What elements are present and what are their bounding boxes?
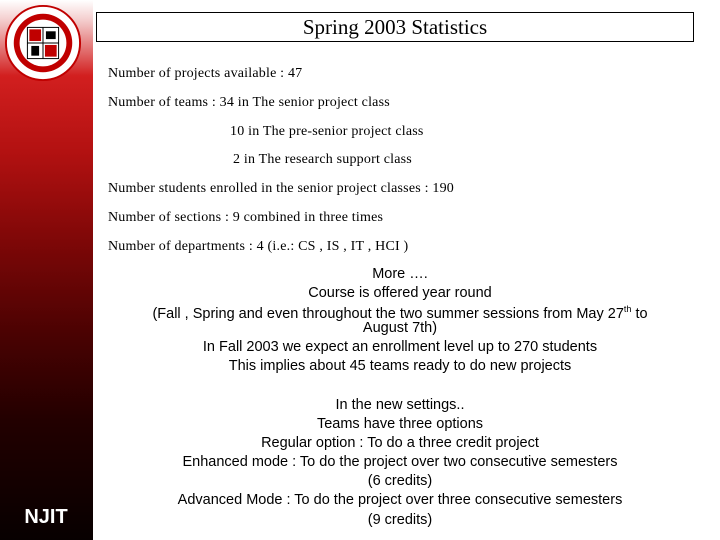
stat-teams: Number of teams : 34 in The senior project class	[108, 95, 390, 110]
settings-enhanced-credits: (6 credits)	[367, 473, 433, 489]
stat-teams-pre-senior: 10 in The pre-senior project class	[230, 124, 424, 139]
stat-departments: Number of departments : 4 (i.e.: CS , IS , IT , HCI )	[108, 239, 409, 254]
settings-advanced-credits: (9 credits)	[367, 512, 433, 528]
stat-sections: Number of sections : 9 combined in three times	[108, 210, 384, 225]
settings-enhanced: Enhanced mode : To do the project over two consecutive semesters	[182, 454, 618, 470]
settings-options: Teams have three options	[316, 416, 484, 432]
njit-logo	[17, 500, 75, 530]
stat-students: Number students enrolled in the senior project classes : 190	[108, 181, 454, 196]
stat-teams-research: 2 in The research support class	[233, 152, 412, 167]
settings-advanced: Advanced Mode : To do the project over three consecutive semesters	[177, 492, 623, 508]
slide-title: Spring 2003 Statistics	[96, 12, 694, 42]
stat-projects: Number of projects available : 47	[108, 66, 303, 81]
university-seal-icon	[4, 4, 82, 82]
more-line-enrollment: In Fall 2003 we expect an enrollment level up to 270 students	[202, 339, 598, 355]
more-heading: More ….	[372, 266, 428, 282]
more-line-august: August 7th)	[362, 320, 438, 336]
more-line-year-round: Course is offered year round	[308, 285, 492, 301]
settings-heading: In the new settings..	[335, 397, 465, 413]
svg-text:NJIT: NJIT	[24, 506, 68, 528]
more-line-teams: This implies about 45 teams ready to do new projects	[228, 358, 572, 374]
settings-regular: Regular option : To do a three credit project	[261, 435, 539, 451]
more-line-sessions: (Fall , Spring and even throughout the two summer sessions from May 27th to	[152, 304, 648, 322]
sidebar-gradient	[0, 0, 93, 540]
